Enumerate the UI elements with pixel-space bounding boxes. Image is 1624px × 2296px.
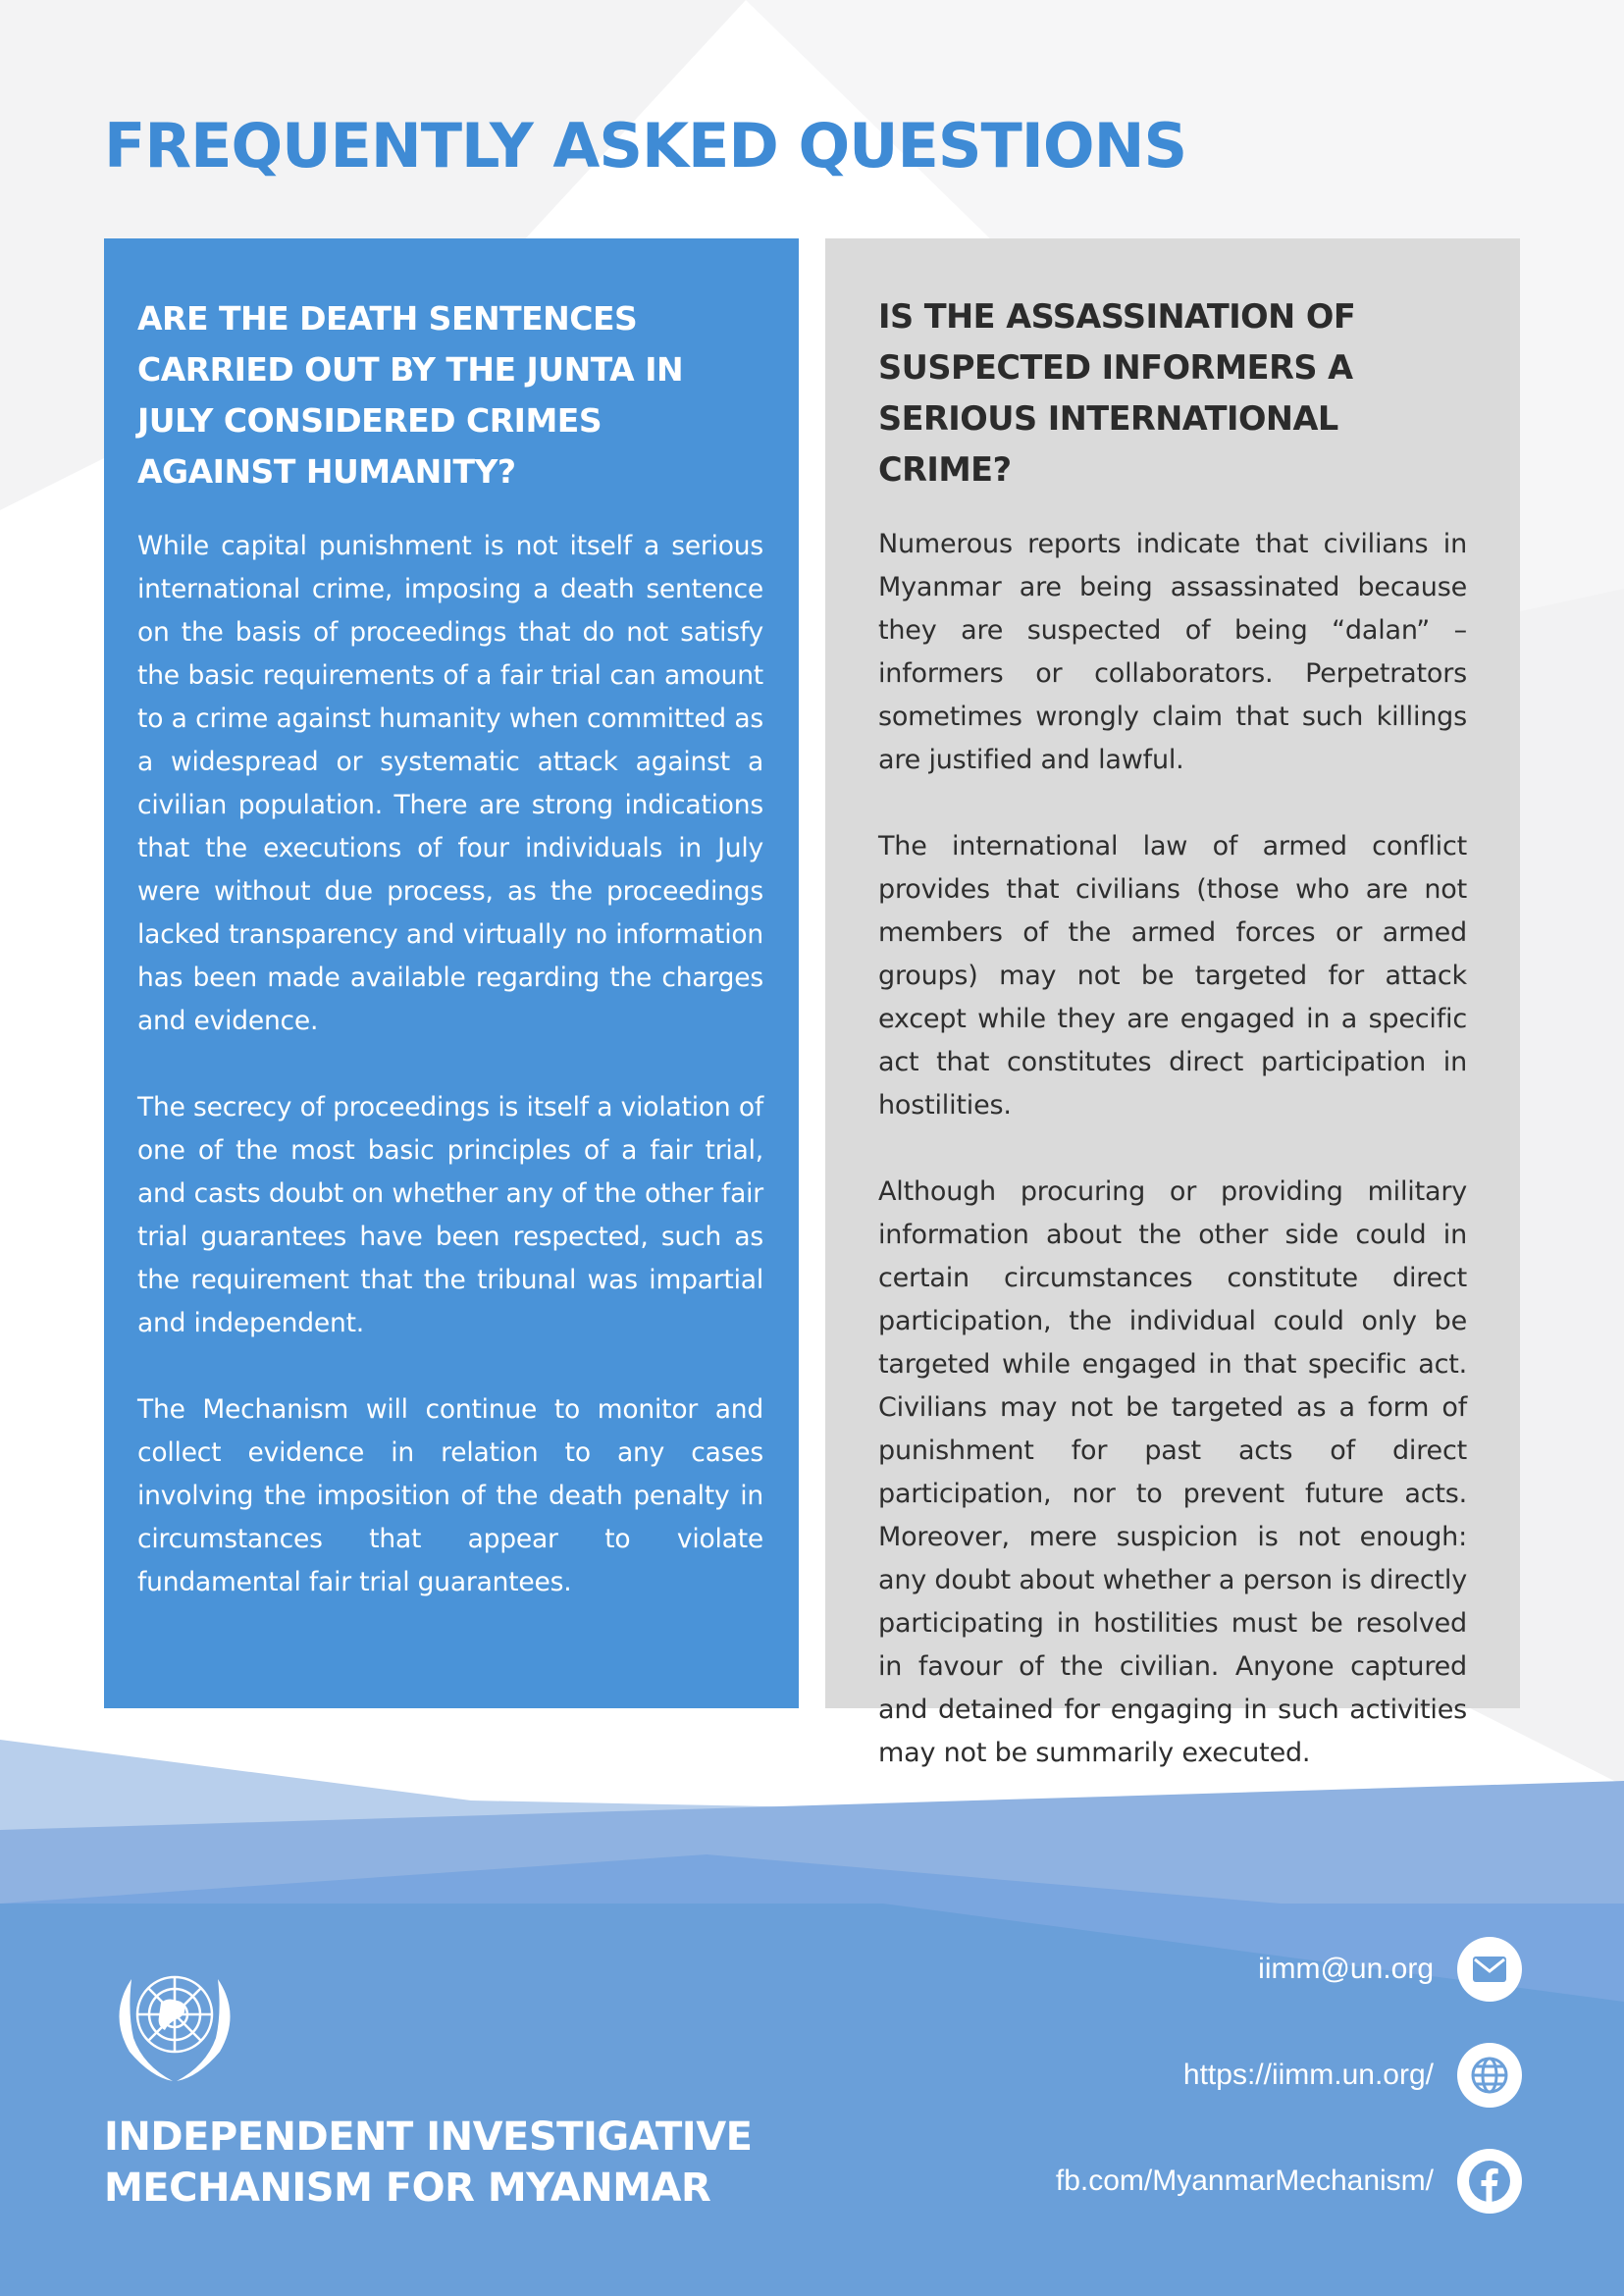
un-emblem [104, 1957, 245, 2085]
faq-answer-paragraph: Although procuring or providing military information about the other side could in certain circumstances constitute direct participation, the individual could only be targeted while engaged in that specific act. Civilians may not be targeted as a form of punishment for past acts of direct participation, nor to prevent future acts. Moreover, mere suspicion is not enough: any doubt about whether a person is directly participating in hostilities must be resolved in favour of the civilian. Anyone captured and detained for engaging in such activities may not be summarily executed. [878, 1176, 1467, 1768]
faq-question-heading: IS THE ASSASSINATION OF SUSPECTED INFORMERS A SERIOUS INTERNATIONAL CRIME? [878, 297, 1356, 489]
contact-website-link[interactable]: https://iimm.un.org/ [1182, 2059, 1434, 2091]
globe-icon[interactable] [1457, 2043, 1522, 2108]
faq-panel-assassination [825, 238, 1520, 1768]
faq-answer-paragraph: The Mechanism will continue to monitor and collect evidence in relation to any cases involving the imposition of the death penalty in circumstances that appear to violate fundamental fair trial guarantees. [137, 1394, 763, 1597]
organization-name-line: MECHANISM FOR MYANMAR [104, 2166, 711, 2211]
contact-website[interactable] [1183, 2043, 1522, 2108]
faq-answer-paragraph: Numerous reports indicate that civilians in Myanmar are being assassinated because they are suspected of being “dalan” – informers or collaborators. Perpetrators sometimes wrongly claim that such killings are justified and lawful. [878, 529, 1467, 775]
organization-name-line: INDEPENDENT INVESTIGATIVE [104, 2114, 753, 2160]
organization-name [104, 2112, 752, 2214]
contact-email[interactable] [1258, 1937, 1522, 2002]
faq-answer-paragraph: The international law of armed conflict provides that civilians (those who are not members of the armed forces or armed groups) may not be targeted for attack except while they are engaged in a specific act that constitutes direct participation in hostilities. [878, 831, 1467, 1121]
contact-email-link[interactable]: iimm@un.org [1258, 1953, 1434, 1985]
faq-answer-paragraph: The secrecy of proceedings is itself a violation of one of the most basic principles of a fair trial, and casts doubt on whether any of the other fair trial guarantees have been respected, such as the requirement that the tribunal was impartial and independent. [137, 1092, 763, 1338]
mail-icon[interactable] [1457, 1937, 1522, 2002]
page-title: FREQUENTLY ASKED QUESTIONS [104, 110, 1187, 182]
contact-facebook[interactable] [1056, 2149, 1522, 2214]
facebook-icon[interactable] [1457, 2149, 1522, 2214]
contact-facebook-link[interactable]: fb.com/MyanmarMechanism/ [1055, 2165, 1434, 2197]
faq-question-heading: ARE THE DEATH SENTENCES CARRIED OUT BY THE JUNTA IN JULY CONSIDERED CRIMES AGAINST HUMANITY? [137, 299, 684, 491]
faq-panel-death-sentences [104, 238, 799, 1708]
faq-answer-paragraph: While capital punishment is not itself a serious international crime, imposing a death sentence on the basis of proceedings that do not satisfy the basic requirements of a fair trial can amount to a crime against humanity when committed as a widespread or systematic attack against a civilian population. There are strong indications that the executions of four individuals in July were without due process, as the proceedings lacked transparency and virtually no information has been made available regarding the charges and evidence. [137, 531, 763, 1036]
